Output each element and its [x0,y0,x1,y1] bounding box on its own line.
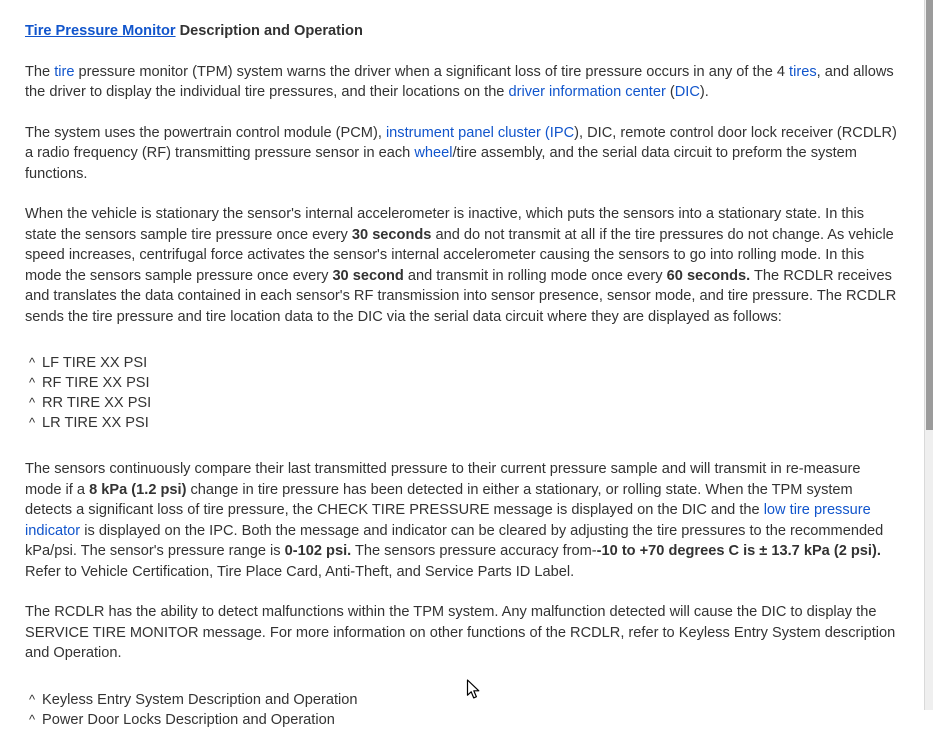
text-run: pressure monitor (TPM) system warns the driver when a significant loss of tire pressure occurs in any of the 4 [74,63,790,80]
caret-bullet-icon: ^ [29,375,36,390]
text-run: 30 seconds [351,226,432,243]
text-run: The RCDLR has the ability to detect malfunctions within the TPM system. Any malfunction detected will cause the DIC to display the SERVICE TIRE MONITOR message. For more information on other functions of the RCDLR, refer to Keyless Entry System description and Operation. [25,604,896,661]
text-run: is displayed on the IPC. Both the message and indicator can be cleared by adjusting the tire pressures to the recommended kPa/psi. The sensor's pressure range is [25,522,884,559]
list-item-label: LF TIRE XX PSI [42,355,148,371]
text-run: -10 to +70 degrees C is ± 13.7 kPa (2 psi). [596,543,881,559]
tire-readout-list [29,353,898,433]
text-run: When the vehicle is stationary the sensor's internal accelerometer is inactive, which puts the sensors into a stationary state. In this state the sensors sample tire pressure once every [25,206,865,243]
inline-link[interactable]: instrument panel cluster (IPC [385,124,575,141]
text-run: and transmit in rolling mode once every [403,267,667,284]
paragraph-pressure-compare [25,459,898,582]
list-item-label: LR TIRE XX PSI [42,415,149,431]
paragraph-rcdlr-malfunction [25,602,898,664]
inline-link[interactable]: wheel [414,145,453,161]
vertical-scrollbar[interactable] [924,0,933,710]
list-item [29,690,898,710]
text-run: Refer to Vehicle Certification, Tire Place Card, Anti-Theft, and Service Parts ID Label. [25,563,575,580]
text-run: , and allows the driver to display the individual tire pressures, and their locations on the [25,63,894,100]
inline-link[interactable]: low tire pressure indicator [25,502,871,539]
list-item-label: RR TIRE XX PSI [42,395,152,411]
text-run: ). [699,84,709,100]
list-item [29,393,898,413]
inline-link[interactable]: tires [789,63,817,80]
text-run: 60 seconds. [666,267,751,284]
inline-link[interactable]: driver information center [508,84,666,100]
text-run: 8 kPa (1.2 psi) [89,481,187,498]
text-run: /tire assembly, and the serial data circuit to preform the system functions. [25,145,857,182]
paragraph-system-components [25,123,898,185]
paragraph-tpm-intro [25,62,898,103]
text-run: 0-102 psi. [284,543,352,559]
inline-link[interactable]: DIC [674,84,700,100]
text-run: ( [665,84,675,100]
text-run: The system uses the powertrain control module (PCM), [25,124,386,141]
caret-bullet-icon: ^ [29,395,36,410]
page-title [25,21,898,42]
list-item-label: Keyless Entry System Description and Operation [42,691,358,708]
inline-link[interactable]: tire [54,63,75,80]
list-item [29,413,898,433]
text-run: ), DIC, remote control door lock receiver (RCDLR) a radio frequency (RF) transmitting pressure sensor in each [25,124,897,161]
text-run: The sensors pressure accuracy from- [351,543,597,559]
list-item-label: RF TIRE XX PSI [42,375,150,391]
text-run: change in tire pressure has been detected in either a stationary, or rolling state. When the TPM system detects a significant loss of tire pressure, the CHECK TIRE PRESSURE message is displayed on the DIC and the [25,481,853,518]
caret-bullet-icon: ^ [29,415,36,430]
caret-bullet-icon: ^ [29,355,36,370]
list-item [29,710,898,730]
text-run: The sensors continuously compare their last transmitted pressure to their current pressure sample and will transmit in re-measure mode if a [25,461,861,498]
text-run: and do not transmit at all if the tire pressures do not change. As vehicle speed increases, centrifugal force activates the sensor's internal accelerometer causing the sensors to go into rolling mode. In this mode the sensors sample pressure once every [25,226,894,284]
list-item-label: Power Door Locks Description and Operation [42,711,335,728]
text-run: The RCDLR receives and translates the data contained in each sensor's RF transmission into sensor presence, sensor mode, and tire pressure. The RCDLR sends the tire pressure and tire location data to the DIC via the serial data circuit where they are displayed as follows: [25,267,897,325]
paragraph-sensor-operation [25,204,898,327]
caret-bullet-icon: ^ [29,711,36,727]
inline-link[interactable]: Tire Pressure Monitor [25,23,176,39]
caret-bullet-icon: ^ [29,691,36,707]
scrollbar-thumb[interactable] [926,0,933,430]
text-run: The [25,63,55,80]
list-item [29,373,898,393]
list-item [29,353,898,373]
text-run: 30 second [332,267,404,284]
text-run: Description and Operation [175,23,363,39]
